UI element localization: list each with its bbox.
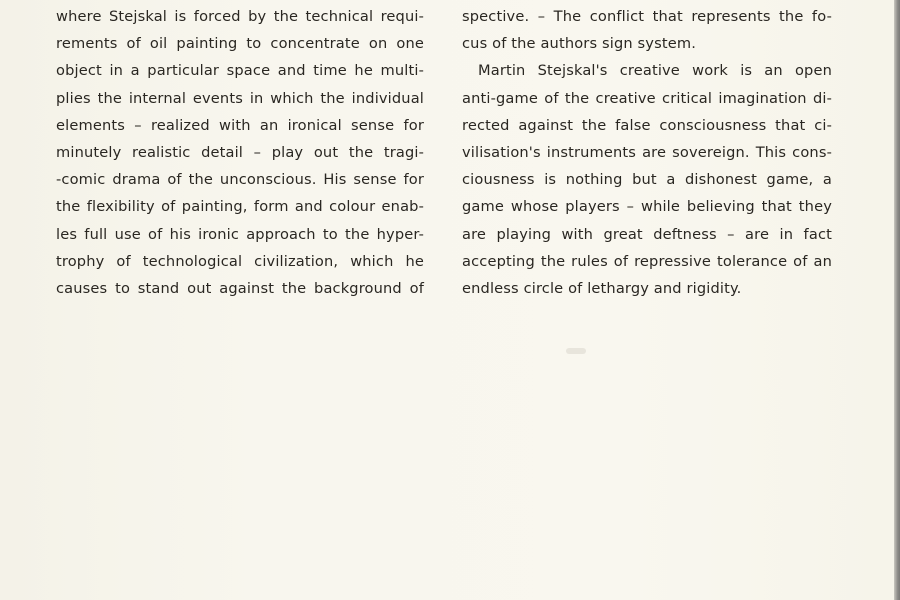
text-line: Martin Stejskal's creative work is an open	[478, 62, 832, 80]
paragraph-continuation	[462, 3, 832, 57]
text-line: rements of oil painting to concentrate on one	[56, 35, 424, 53]
text-line: anti-game of the creative critical imagination di-	[462, 89, 832, 107]
text-line: where Stejskal is forced by the technical requi-	[56, 8, 424, 25]
text-line: trophy of technological civilization, which he	[56, 252, 424, 270]
paragraph-martin-stejskal	[462, 57, 832, 302]
text-line: -comic drama of the unconscious. His sense for	[56, 171, 424, 189]
text-line: plies the internal events in which the individual	[56, 89, 424, 107]
text-line: endless circle of lethargy and rigidity.	[462, 279, 742, 297]
text-line: causes to stand out against the background of	[56, 279, 424, 297]
text-line: game whose players – while believing that they	[462, 198, 832, 216]
text-line: ciousness is nothing but a dishonest game, a	[462, 171, 832, 189]
page-edge-shadow	[894, 0, 900, 600]
text-line: object in a particular space and time he multi-	[56, 62, 424, 80]
text-line: are playing with great deftness – are in fact	[462, 225, 832, 243]
text-line: accepting the rules of repressive tolerance of an	[462, 252, 832, 270]
paper-blemish	[566, 348, 586, 354]
right-text-column	[462, 3, 832, 302]
text-line: minutely realistic detail – play out the tragi-	[56, 143, 424, 161]
text-line: the flexibility of painting, form and colour enab-	[56, 198, 424, 216]
text-line: elements – realized with an ironical sense for	[56, 116, 424, 134]
text-line: vilisation's instruments are sovereign. This cons-	[462, 143, 832, 161]
left-text-column	[56, 3, 424, 302]
text-line: cus of the authors sign system.	[462, 35, 697, 53]
text-line: les full use of his ironic approach to the hyper-	[56, 225, 424, 243]
text-line: rected against the false consciousness that ci-	[462, 116, 832, 134]
text-line: spective. – The conflict that represents the fo-	[462, 8, 832, 25]
